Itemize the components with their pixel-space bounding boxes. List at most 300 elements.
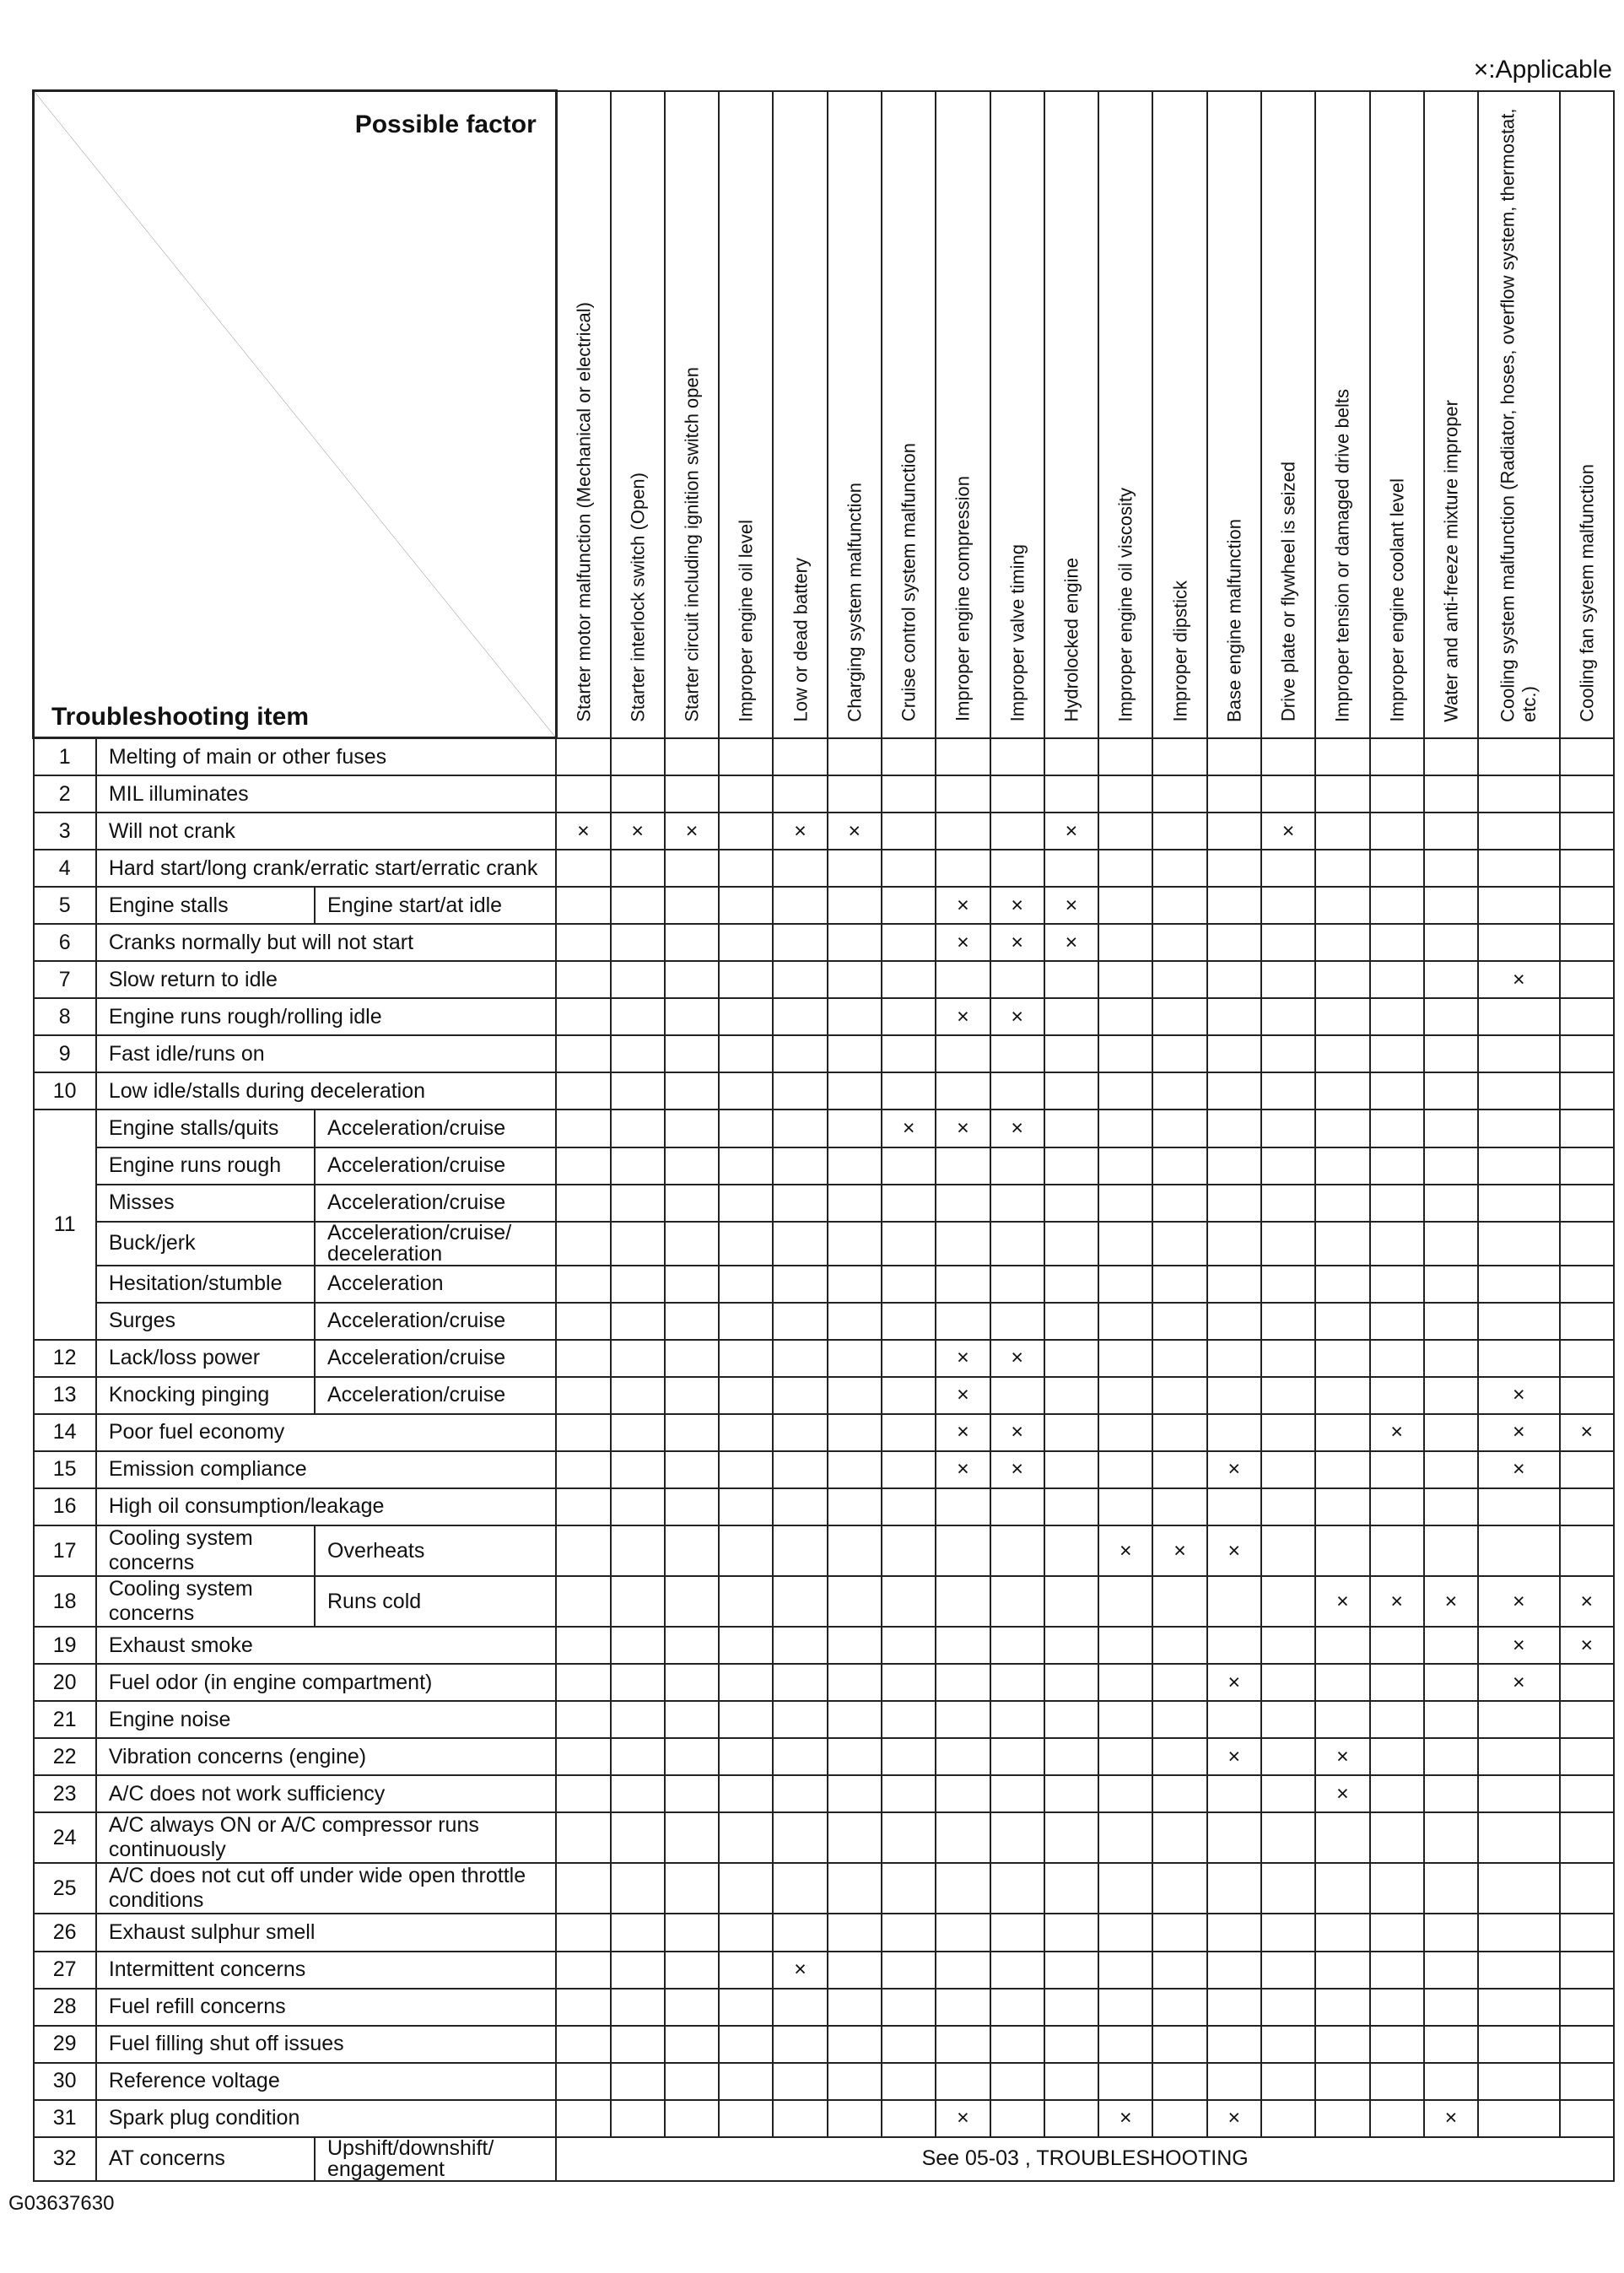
factor-cell [1478,738,1559,776]
factor-cell [1152,2026,1206,2063]
factor-cell [1315,1147,1369,1185]
item-number: 31 [34,2100,96,2137]
factor-cell [1424,1863,1478,1914]
factor-cell [828,887,882,924]
factor-cell [1261,2100,1315,2137]
applicable-mark: × [773,1952,827,1989]
factor-cell [556,1147,610,1185]
factor-cell [1315,1185,1369,1222]
factor-cell [665,1072,719,1110]
applicable-mark: × [1098,2100,1152,2137]
factor-cell [719,887,773,924]
factor-cell [1315,1035,1369,1072]
factor-cell [773,1863,827,1914]
factor-cell [828,738,882,776]
factor-cell [611,887,665,924]
factor-cell [611,2100,665,2137]
factor-cell [1044,2100,1098,2137]
item-label: Intermittent concerns [96,1952,556,1989]
factor-cell [882,850,936,887]
factor-cell [556,1488,610,1525]
factor-cell [1098,1738,1152,1775]
factor-cell [1152,1414,1206,1451]
factor-cell [1207,1110,1261,1147]
factor-cell [665,2100,719,2137]
factor-label: Cruise control system malfunction [898,443,920,722]
factor-cell [719,1414,773,1451]
item-number: 16 [34,1488,96,1525]
applicable-mark: × [936,887,990,924]
factor-cell [882,998,936,1035]
factor-cell [990,1035,1044,1072]
factor-cell [1424,961,1478,998]
table-row [34,1738,1615,1775]
factor-cell [1370,1914,1424,1951]
factor-cell [773,2100,827,2137]
factor-cell [1152,1701,1206,1738]
factor-cell [665,1914,719,1951]
factor-cell [1098,1863,1152,1914]
factor-cell [719,1035,773,1072]
factor-cell [1261,1576,1315,1627]
factor-cell [1152,1451,1206,1488]
factor-cell [1098,1914,1152,1951]
factor-cell [665,1812,719,1863]
table-row [34,2100,1615,2137]
factor-cell [1370,1377,1424,1414]
factor-cell [773,1303,827,1340]
factor-cell [1207,775,1261,813]
factor-label: Starter circuit including ignition switch open [681,366,703,722]
factor-cell [990,813,1044,850]
factor-cell [990,1072,1044,1110]
table-row [34,1414,1615,1451]
factor-cell [1478,1340,1559,1377]
troubleshooting-item-label: Troubleshooting item [51,703,309,731]
item-label: High oil consumption/leakage [96,1488,556,1525]
header-row [34,91,1615,738]
item-number: 18 [34,1576,96,1627]
factor-cell [828,850,882,887]
factor-cell [719,1185,773,1222]
figure-code: G03637630 [8,2192,115,2215]
factor-cell [1315,1110,1369,1147]
factor-cell [1424,1775,1478,1812]
factor-cell [1261,1664,1315,1701]
item-number: 21 [34,1701,96,1738]
factor-cell [1370,1147,1424,1185]
item-label: Cooling system concerns [96,1525,315,1576]
factor-header [882,91,936,738]
factor-cell [1207,1989,1261,2026]
factor-cell [1315,887,1369,924]
factor-cell [1478,1952,1559,1989]
factor-cell [828,1185,882,1222]
factor-cell [1315,924,1369,961]
factor-cell [828,1072,882,1110]
factor-cell [1370,1185,1424,1222]
factor-cell [611,1775,665,1812]
factor-cell [665,1414,719,1451]
factor-cell [1261,924,1315,961]
factor-cell [1560,1340,1614,1377]
factor-cell [1424,1414,1478,1451]
applicable-mark: × [1478,1451,1559,1488]
factor-cell [665,1989,719,2026]
factor-cell [719,1989,773,2026]
factor-cell [611,1222,665,1266]
factor-cell [1207,1775,1261,1812]
applicable-mark: × [1478,1377,1559,1414]
factor-cell [1478,887,1559,924]
factor-cell [1207,1303,1261,1340]
factor-cell [556,1303,610,1340]
factor-cell [1044,1110,1098,1147]
factor-label: Cooling system malfunction (Radiator, hoses, overflow system, thermostat, etc.) [1497,107,1540,722]
factor-cell [719,2100,773,2137]
factor-cell [990,2100,1044,2137]
factor-header [1370,91,1424,738]
applicable-mark: × [936,1451,990,1488]
factor-cell [1370,1701,1424,1738]
item-number: 3 [34,813,96,850]
factor-cell [1044,1738,1098,1775]
factor-cell [1152,1185,1206,1222]
item-number: 14 [34,1414,96,1451]
factor-cell [556,1185,610,1222]
item-label: Engine stalls/quits [96,1110,315,1147]
factor-cell [1560,738,1614,776]
factor-cell [773,1072,827,1110]
factor-cell [556,1072,610,1110]
item-label: Lack/loss power [96,1340,315,1377]
applicable-mark: × [1370,1576,1424,1627]
factor-cell [1098,2026,1152,2063]
factor-cell [665,1627,719,1664]
factor-cell [1261,1775,1315,1812]
factor-cell [773,887,827,924]
factor-cell [1315,1664,1369,1701]
factor-cell [936,1222,990,1266]
factor-cell [611,1340,665,1377]
factor-cell [936,1863,990,1914]
factor-cell [773,1110,827,1147]
factor-cell [1044,738,1098,776]
factor-header [990,91,1044,738]
factor-cell [611,1110,665,1147]
factor-cell [1424,1222,1478,1266]
item-number: 28 [34,1989,96,2026]
factor-cell [1098,1627,1152,1664]
factor-label: Charging system malfunction [844,482,866,722]
factor-cell [665,1147,719,1185]
factor-header [719,91,773,738]
factor-cell [1098,2063,1152,2100]
factor-cell [1315,1952,1369,1989]
factor-cell [1424,738,1478,776]
factor-cell [882,887,936,924]
factor-cell [665,1377,719,1414]
factor-cell [719,1451,773,1488]
factor-cell [1261,1303,1315,1340]
factor-cell [773,1414,827,1451]
factor-cell [1261,1952,1315,1989]
factor-cell [1315,1451,1369,1488]
factor-cell [1478,1110,1559,1147]
factor-cell [1370,1738,1424,1775]
factor-cell [1152,998,1206,1035]
factor-cell [1478,1072,1559,1110]
factor-cell [665,924,719,961]
factor-cell [556,850,610,887]
factor-cell [1370,961,1424,998]
factor-cell [1044,1914,1098,1951]
factor-cell [1207,1812,1261,1863]
factor-cell [1424,1147,1478,1185]
item-condition: Acceleration/cruise [315,1340,556,1377]
factor-cell [719,1303,773,1340]
factor-cell [611,1414,665,1451]
factor-cell [1152,738,1206,776]
factor-cell [1152,1488,1206,1525]
factor-cell [1424,775,1478,813]
item-number: 2 [34,775,96,813]
factor-cell [1152,775,1206,813]
factor-label: Low or dead battery [789,558,811,722]
applicable-mark: × [990,998,1044,1035]
factor-cell [719,1627,773,1664]
factor-cell [773,1701,827,1738]
factor-cell [1560,887,1614,924]
factor-cell [1315,813,1369,850]
factor-cell [828,1989,882,2026]
item-condition: Acceleration/cruise [315,1303,556,1340]
applicable-mark: × [1044,924,1098,961]
factor-header [936,91,990,738]
factor-cell [1044,1664,1098,1701]
factor-cell [611,1576,665,1627]
factor-cell [828,2100,882,2137]
factor-cell [1261,1072,1315,1110]
factor-cell [773,1488,827,1525]
factor-cell [1370,1775,1424,1812]
factor-cell [1261,1222,1315,1266]
factor-cell [990,738,1044,776]
factor-cell [1207,1222,1261,1266]
factor-cell [1370,775,1424,813]
factor-cell [882,1147,936,1185]
applicable-mark: × [556,813,610,850]
factor-cell [990,1738,1044,1775]
factor-cell [1098,1812,1152,1863]
applicable-mark: × [1370,1414,1424,1451]
factor-cell [665,1525,719,1576]
factor-cell [936,1812,990,1863]
factor-cell [882,2100,936,2137]
applicable-legend: ×:Applicable [1473,56,1612,84]
item-label: Fuel odor (in engine compartment) [96,1664,556,1701]
factor-cell [882,1266,936,1303]
applicable-mark: × [773,813,827,850]
item-label: Vibration concerns (engine) [96,1738,556,1775]
factor-cell [611,2063,665,2100]
factor-cell [1424,1664,1478,1701]
factor-cell [1098,813,1152,850]
factor-cell [1424,1627,1478,1664]
factor-cell [556,998,610,1035]
factor-cell [1560,1451,1614,1488]
applicable-mark: × [936,1110,990,1147]
factor-cell [665,1952,719,1989]
factor-cell [611,2026,665,2063]
factor-cell [556,1952,610,1989]
factor-cell [1560,1377,1614,1414]
applicable-mark: × [1478,1627,1559,1664]
factor-cell [556,1914,610,1951]
factor-cell [773,1812,827,1863]
factor-cell [556,1525,610,1576]
factor-cell [1370,998,1424,1035]
table-row [34,1072,1615,1110]
factor-cell [1560,850,1614,887]
item-label: A/C does not cut off under wide open throttle conditions [96,1863,556,1914]
factor-cell [1152,1989,1206,2026]
factor-cell [665,887,719,924]
factor-cell [773,1627,827,1664]
factor-cell [1098,1414,1152,1451]
factor-cell [1478,813,1559,850]
factor-cell [1261,2026,1315,2063]
factor-cell [1207,1266,1261,1303]
factor-label: Starter motor malfunction (Mechanical or electrical) [573,301,595,722]
factor-cell [1315,2100,1369,2137]
item-label: AT concerns [96,2137,315,2181]
factor-label: Improper engine oil level [735,519,757,722]
factor-cell [990,1147,1044,1185]
factor-cell [990,1863,1044,1914]
factor-cell [1424,1701,1478,1738]
factor-cell [1478,1303,1559,1340]
factor-header [556,91,610,738]
factor-cell [882,1072,936,1110]
factor-cell [1315,1303,1369,1340]
factor-cell [1207,1340,1261,1377]
factor-header [1478,91,1559,738]
factor-cell [1152,813,1206,850]
factor-cell [1478,1989,1559,2026]
factor-cell [1560,2026,1614,2063]
table-row [34,813,1615,850]
factor-cell [719,961,773,998]
table-row [34,1266,1615,1303]
applicable-mark: × [990,1451,1044,1488]
table-row [34,2137,1615,2181]
item-number: 32 [34,2137,96,2181]
item-number: 19 [34,1627,96,1664]
factor-cell [828,1914,882,1951]
factor-cell [1044,1340,1098,1377]
factor-cell [611,775,665,813]
factor-cell [1424,1035,1478,1072]
factor-cell [1098,961,1152,998]
factor-cell [1152,1377,1206,1414]
factor-cell [1207,887,1261,924]
factor-cell [773,775,827,813]
factor-cell [1560,1664,1614,1701]
factor-cell [1207,998,1261,1035]
factor-cell [1424,1340,1478,1377]
factor-cell [1370,1072,1424,1110]
item-label: Knocking pinging [96,1377,315,1414]
factor-cell [556,1414,610,1451]
applicable-mark: × [936,1340,990,1377]
factor-cell [1478,2100,1559,2137]
possible-factor-label: Possible factor [354,111,537,138]
factor-cell [1152,1072,1206,1110]
factor-cell [1261,1812,1315,1863]
applicable-mark: × [1315,1738,1369,1775]
factor-cell [1424,1266,1478,1303]
factor-cell [1560,1110,1614,1147]
factor-cell [611,1303,665,1340]
factor-cell [665,2026,719,2063]
factor-cell [665,1035,719,1072]
item-label: Surges [96,1303,315,1340]
factor-cell [1152,1035,1206,1072]
applicable-mark: × [665,813,719,850]
factor-cell [611,1664,665,1701]
factor-cell [990,961,1044,998]
factor-cell [828,1266,882,1303]
factor-cell [719,1072,773,1110]
factor-cell [828,775,882,813]
factor-cell [556,738,610,776]
factor-cell [1261,2063,1315,2100]
factor-label: Improper engine coolant level [1386,478,1408,722]
factor-cell [882,813,936,850]
factor-cell [1370,1035,1424,1072]
factor-cell [1152,1340,1206,1377]
factor-cell [1044,1812,1098,1863]
factor-cell [611,1989,665,2026]
factor-cell [556,1266,610,1303]
factor-cell [882,1775,936,1812]
factor-cell [1098,1664,1152,1701]
item-label: Buck/jerk [96,1222,315,1266]
table-row [34,1035,1615,1072]
applicable-mark: × [1207,1738,1261,1775]
factor-cell [1560,1147,1614,1185]
factor-cell [773,1664,827,1701]
factor-cell [990,775,1044,813]
factor-cell [882,1701,936,1738]
factor-header [665,91,719,738]
applicable-mark: × [1478,1576,1559,1627]
item-label: MIL illuminates [96,775,556,813]
item-number: 27 [34,1952,96,1989]
factor-cell [773,738,827,776]
factor-cell [1424,2063,1478,2100]
item-number: 7 [34,961,96,998]
factor-cell [1370,1110,1424,1147]
factor-cell [828,1576,882,1627]
factor-cell [1478,1222,1559,1266]
factor-cell [882,1914,936,1951]
item-condition: Acceleration/cruise [315,1185,556,1222]
factor-cell [1370,2100,1424,2137]
factor-cell [611,1488,665,1525]
factor-cell [936,850,990,887]
